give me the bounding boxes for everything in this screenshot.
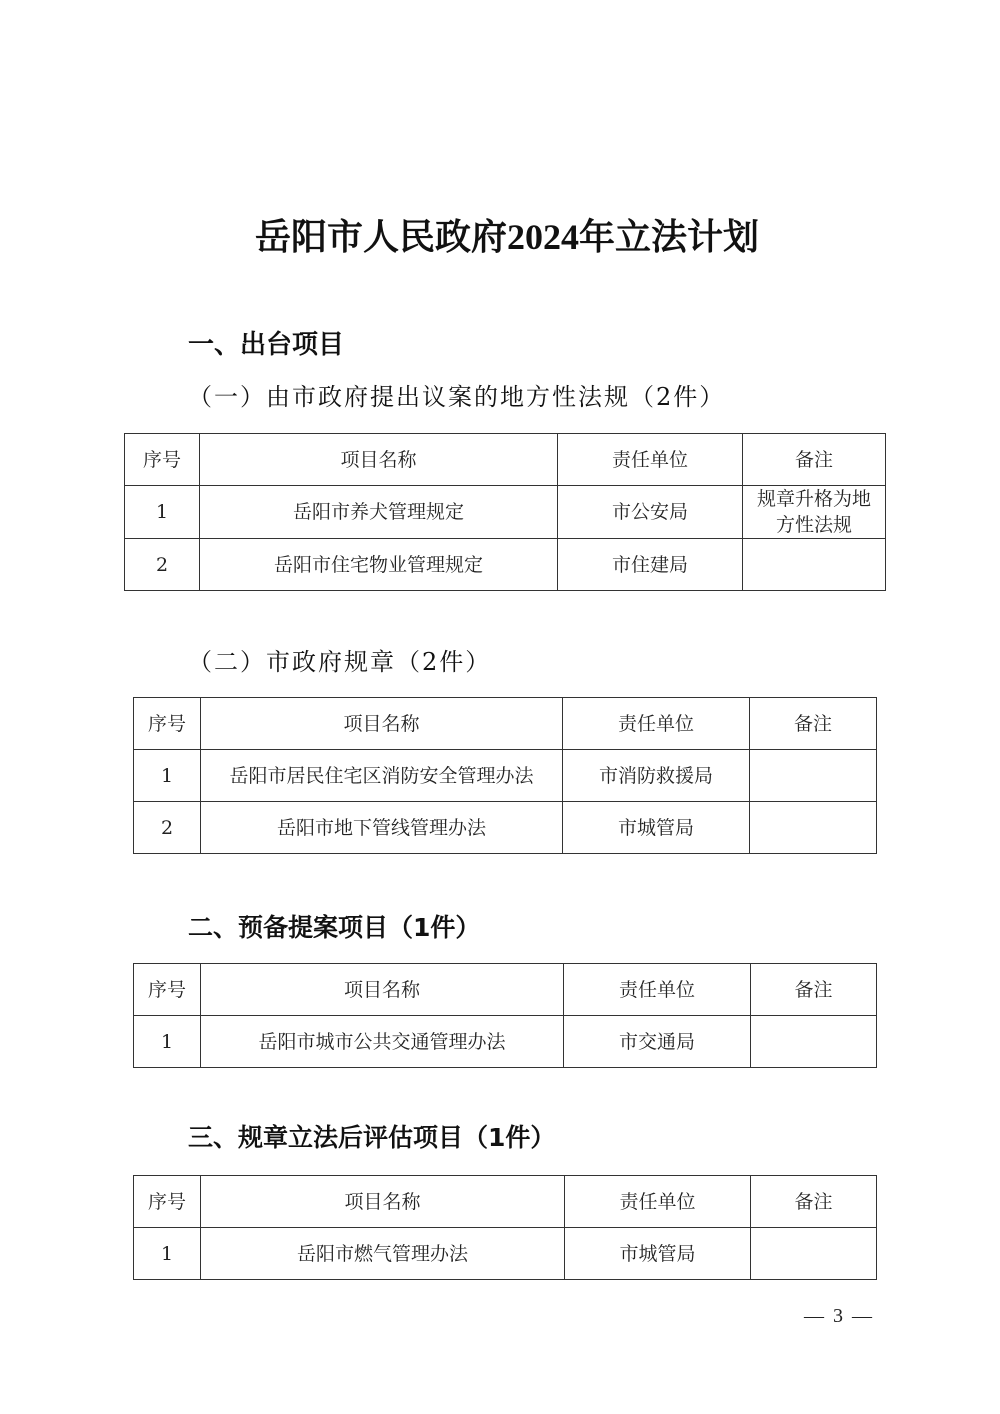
table-reserve-proposals [133, 963, 877, 1068]
table-row [134, 1016, 877, 1068]
section-3-heading: 三、规章立法后评估项目（1件） [188, 1123, 556, 1152]
header-no: 序号 [134, 698, 201, 750]
cell-project-name: 岳阳市燃气管理办法 [201, 1228, 565, 1280]
cell-project-name: 岳阳市城市公共交通管理办法 [201, 1016, 564, 1068]
cell-responsible-unit: 市城管局 [563, 802, 750, 854]
cell-note [750, 750, 877, 802]
page-number: — 3 — [804, 1305, 874, 1327]
cell-no: 1 [134, 1228, 201, 1280]
header-note: 备注 [743, 434, 886, 486]
cell-responsible-unit: 市住建局 [558, 539, 743, 591]
header-no: 序号 [125, 434, 200, 486]
cell-responsible-unit: 市交通局 [564, 1016, 751, 1068]
cell-responsible-unit: 市城管局 [565, 1228, 751, 1280]
header-no: 序号 [134, 1176, 201, 1228]
cell-responsible-unit: 市公安局 [558, 486, 743, 539]
header-responsible-unit: 责任单位 [565, 1176, 751, 1228]
header-project-name: 项目名称 [201, 1176, 565, 1228]
section-2-heading: 二、预备提案项目（1件） [188, 913, 481, 942]
document-title: 岳阳市人民政府2024年立法计划 [254, 217, 759, 257]
cell-project-name: 岳阳市居民住宅区消防安全管理办法 [201, 750, 563, 802]
subsection-2-heading: （二）市政府规章（2件） [188, 648, 492, 676]
header-responsible-unit: 责任单位 [564, 964, 751, 1016]
header-note: 备注 [751, 1176, 877, 1228]
table-row [134, 802, 877, 854]
cell-note [751, 1228, 877, 1280]
table-header-row [125, 434, 886, 486]
header-responsible-unit: 责任单位 [563, 698, 750, 750]
subsection-1-heading: （一）由市政府提出议案的地方性法规（2件） [188, 383, 726, 411]
header-note: 备注 [751, 964, 877, 1016]
header-project-name: 项目名称 [201, 964, 564, 1016]
table-government-rules [133, 697, 877, 854]
cell-no: 1 [134, 1016, 201, 1068]
cell-project-name: 岳阳市养犬管理规定 [200, 486, 558, 539]
section-1-heading: 一、出台项目 [188, 330, 345, 360]
header-project-name: 项目名称 [200, 434, 558, 486]
cell-note [743, 539, 886, 591]
table-row [125, 486, 886, 539]
cell-note [751, 1016, 877, 1068]
table-local-regulations [124, 433, 886, 591]
table-row [134, 1228, 877, 1280]
table-row [125, 539, 886, 591]
table-header-row [134, 1176, 877, 1228]
cell-no: 2 [125, 539, 200, 591]
table-post-evaluation [133, 1175, 877, 1280]
cell-no: 1 [134, 750, 201, 802]
header-note: 备注 [750, 698, 877, 750]
cell-project-name: 岳阳市地下管线管理办法 [201, 802, 563, 854]
table-row [134, 750, 877, 802]
cell-no: 1 [125, 486, 200, 539]
cell-project-name: 岳阳市住宅物业管理规定 [200, 539, 558, 591]
cell-no: 2 [134, 802, 201, 854]
cell-note [750, 802, 877, 854]
cell-note: 规章升格为地方性法规 [743, 486, 886, 539]
header-responsible-unit: 责任单位 [558, 434, 743, 486]
cell-responsible-unit: 市消防救援局 [563, 750, 750, 802]
table-header-row [134, 964, 877, 1016]
table-header-row [134, 698, 877, 750]
header-no: 序号 [134, 964, 201, 1016]
header-project-name: 项目名称 [201, 698, 563, 750]
